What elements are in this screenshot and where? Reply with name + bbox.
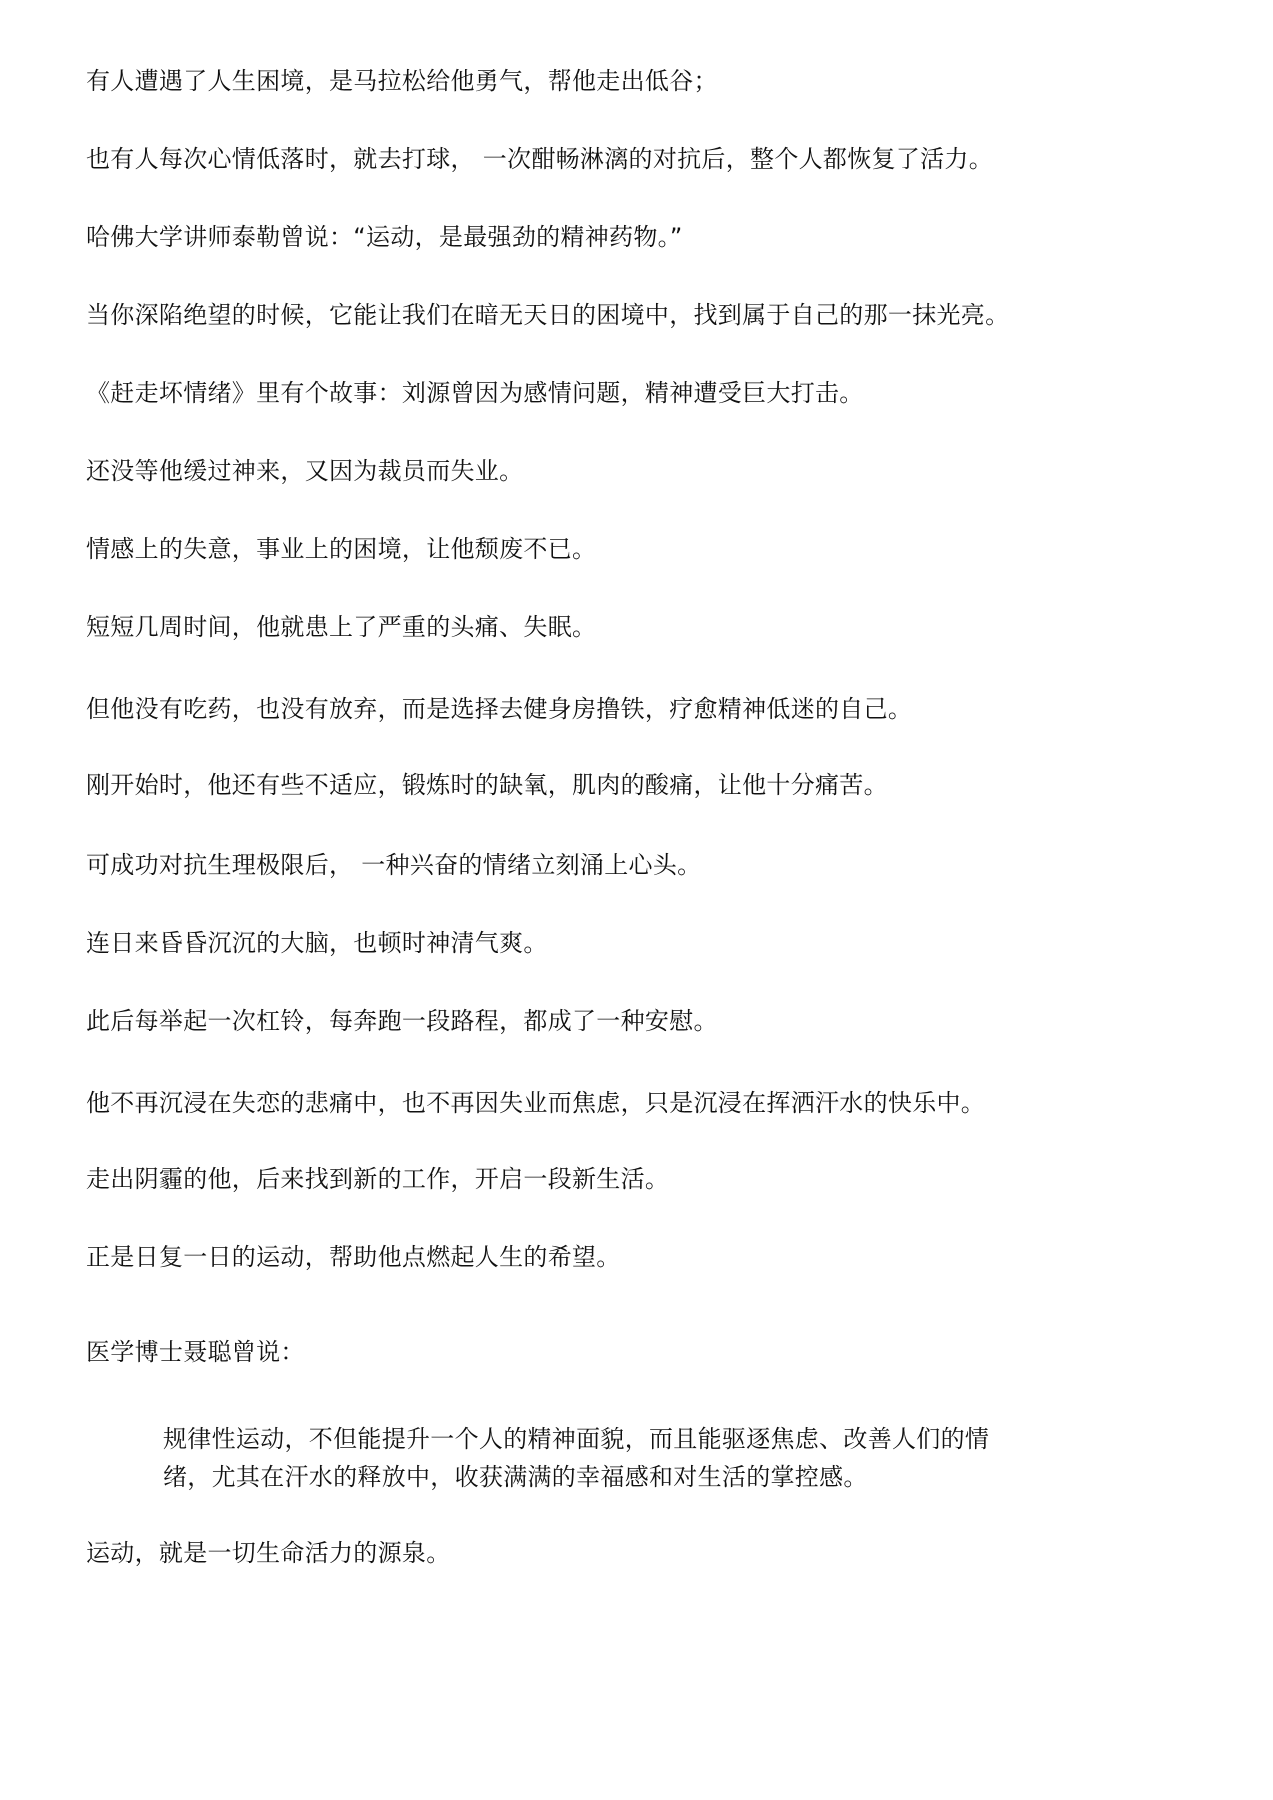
quote-line: 绪，尤其在汗水的释放中，收获满满的幸福感和对生活的掌控感。 xyxy=(163,1463,868,1491)
paragraph: 走出阴霾的他，后来找到新的工作，开启一段新生活。 xyxy=(86,1165,670,1193)
paragraph: 医学博士聂聪曾说： xyxy=(86,1338,305,1366)
paragraph: 可成功对抗生理极限后， 一种兴奋的情绪立刻涌上心头。 xyxy=(86,851,702,879)
paragraph: 连日来昏昏沉沉的大脑，也顿时神清气爽。 xyxy=(86,929,548,957)
paragraph: 正是日复一日的运动，帮助他点燃起人生的希望。 xyxy=(86,1243,621,1271)
paragraph: 当你深陷绝望的时候，它能让我们在暗无天日的困境中，找到属于自己的那一抹光亮。 xyxy=(86,301,1010,329)
quote-line: 规律性运动，不但能提升一个人的精神面貌，而且能驱逐焦虑、改善人们的情 xyxy=(163,1425,990,1453)
paragraph: 此后每举起一次杠铃，每奔跑一段路程，都成了一种安慰。 xyxy=(86,1007,718,1035)
paragraph: 但他没有吃药，也没有放弃，而是选择去健身房撸铁，疗愈精神低迷的自己。 xyxy=(86,695,913,723)
paragraph: 短短几周时间，他就患上了严重的头痛、失眠。 xyxy=(86,613,597,641)
paragraph: 哈佛大学讲师泰勒曾说：“运动，是最强劲的精神药物。” xyxy=(86,223,683,251)
paragraph: 有人遭遇了人生困境，是马拉松给他勇气，帮他走出低谷； xyxy=(86,67,718,95)
paragraph: 情感上的失意，事业上的困境，让他颓废不已。 xyxy=(86,535,597,563)
block-quote xyxy=(163,1420,1123,1496)
paragraph: 《赶走坏情绪》里有个故事：刘源曾因为感情问题，精神遭受巨大打击。 xyxy=(86,379,864,407)
paragraph: 还没等他缓过神来，又因为裁员而失业。 xyxy=(86,457,524,485)
paragraph: 他不再沉浸在失恋的悲痛中，也不再因失业而焦虑，只是沉浸在挥洒汗水的快乐中。 xyxy=(86,1089,986,1117)
closing-paragraph: 运动，就是一切生命活力的源泉。 xyxy=(86,1539,451,1567)
paragraph: 刚开始时，他还有些不适应，锻炼时的缺氧，肌肉的酸痛，让他十分痛苦。 xyxy=(86,771,888,799)
paragraph: 也有人每次心情低落时，就去打球， 一次酣畅淋漓的对抗后，整个人都恢复了活力。 xyxy=(86,145,994,173)
